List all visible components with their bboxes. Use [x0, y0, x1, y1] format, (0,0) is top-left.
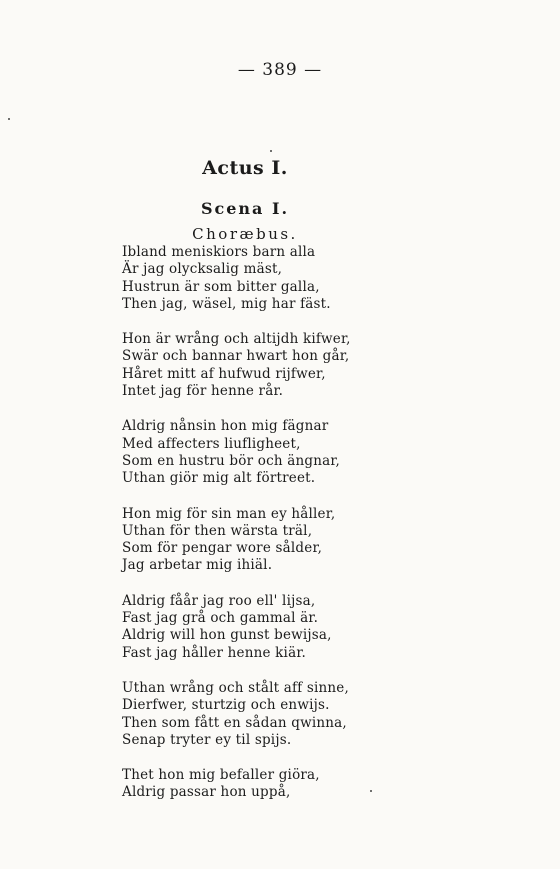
act-title: Actus I. [202, 157, 288, 179]
stanza [122, 418, 382, 487]
verse-line: Aldrig passar hon uppå, [122, 784, 291, 801]
verse-line: Håret mitt af hufwud rijfwer, [122, 365, 326, 382]
verse-line: Jag arbetar mig ihiäl. [122, 557, 273, 574]
print-speck [370, 790, 372, 792]
stanza [122, 767, 382, 802]
print-speck [8, 118, 10, 120]
verse-line: Aldrig will hon gunst bewijsa, [122, 627, 332, 644]
verse-line: Uthan giör mig alt förtreet. [122, 470, 316, 487]
scene-title: Scena I. [200, 199, 290, 218]
verse-line: Fast jag håller henne kiär. [122, 644, 306, 661]
verse-line: Intet jag för henne rår. [122, 383, 284, 400]
verse-line: Uthan för then wärsta träl, [122, 522, 313, 539]
stanza [122, 680, 382, 749]
speaker-name: Choræbus. [192, 225, 298, 243]
print-speck [270, 150, 272, 152]
verse-line: Uthan wrång och stålt aff sinne, [122, 679, 349, 696]
verse-line: Hustrun är som bitter galla, [122, 278, 320, 295]
verse-line: Hon mig för sin man ey håller, [122, 505, 336, 522]
verse-line: Som för pengar wore sålder, [122, 540, 323, 557]
verse-line: Aldrig fåår jag roo ell' lijsa, [122, 592, 316, 609]
verse-line: Som en hustru bör och ängnar, [122, 452, 341, 469]
stanza [122, 506, 382, 575]
verse-line: Ibland meniskiors barn alla [122, 244, 316, 260]
stanza [122, 244, 382, 313]
verse-line: Dierfwer, sturtzig och enwijs. [122, 697, 330, 714]
verse-line: Thet hon mig befaller giöra, [122, 767, 320, 784]
verse-line: Fast jag grå och gammal är. [122, 610, 319, 627]
verse-line: Är jag olycksalig mäst, [122, 261, 283, 278]
verse-block [122, 244, 382, 820]
verse-line: Med affecters liufligheet, [122, 435, 301, 452]
page-number: — 389 — [237, 60, 323, 80]
verse-line: Hon är wrång och altijdh kifwer, [122, 331, 351, 348]
verse-line: Then som fått en sådan qwinna, [122, 714, 347, 731]
verse-line: Then jag, wäsel, mig har fäst. [122, 295, 331, 312]
verse-line: Aldrig nånsin hon mig fägnar [122, 418, 329, 435]
verse-line: Senap tryter ey til spijs. [122, 731, 292, 748]
stanza [122, 593, 382, 662]
verse-line: Swär och bannar hwart hon går, [122, 348, 350, 365]
stanza [122, 331, 382, 400]
